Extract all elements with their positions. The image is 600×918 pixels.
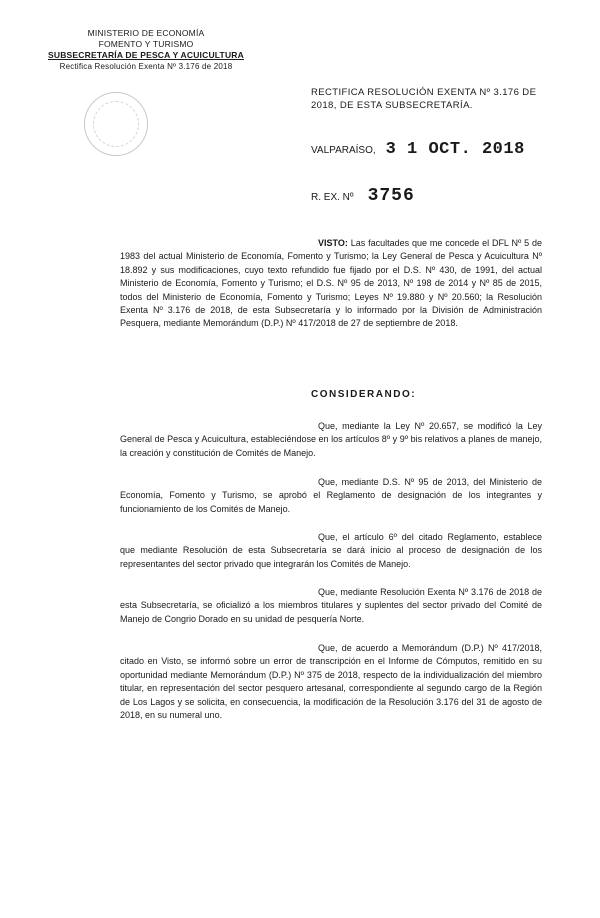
place: VALPARAÍSO,	[311, 145, 376, 156]
ministry-name: MINISTERIO DE ECONOMÍA	[87, 28, 205, 38]
header-reference: Rectifica Resolución Exenta Nº 3.176 de 2018	[59, 62, 233, 71]
considerando-paragraph: Que, mediante la Ley Nº 20.657, se modificó la Ley General de Pesca y Acuicultura, estableciéndose en los artículos 8º y 9º bis relativos a planes de manejo, la creación y constitución de Comités de Manejo.	[120, 421, 542, 458]
visto-paragraph	[120, 237, 542, 331]
resolution-number: 3756	[367, 186, 415, 206]
ministry-header	[46, 28, 246, 72]
considerando-heading: CONSIDERANDO:	[311, 389, 417, 400]
seal-stamp	[84, 92, 148, 156]
ministry-subname: FOMENTO Y TURISMO	[98, 39, 194, 49]
considerando-paragraph: Que, de acuerdo a Memorándum (D.P.) Nº 417/2018, citado en Visto, se informó sobre un error de transcripción en el Informe de Cómputos, remitido en su oportunidad mediante Memorándum (D.P.) Nº 375 de 2018, respecto de la individualización del miembro titular, en representación del sector pesquero artesanal, correspondiente al segundo cargo de la Región de Los Lagos y se solicita, en consecuencia, la modificación de la Resolución 3.176 del 31 de agosto de 2018, en su numeral uno.	[120, 643, 542, 721]
considerando-paragraph: Que, mediante D.S. Nº 95 de 2013, del Ministerio de Economía, Fomento y Turismo, se aprobó el Reglamento de designación de los integrantes y funcionamiento de los Comités de Manejo.	[120, 477, 542, 514]
considerando-paragraph: Que, el artículo 6º del citado Reglamento, establece que mediante Resolución de esta Subsecretaría se dará inicio al proceso de designación de los representantes del sector privado que integrarán los Comités de Manejo.	[120, 532, 542, 569]
resolution-label: R. EX. Nº	[311, 192, 354, 203]
considerando-paragraph: Que, mediante Resolución Exenta Nº 3.176 de 2018 de esta Subsecretaría, se oficializó a los miembros titulares y suplentes del sector privado del Comité de Manejo de Congrio Dorado en su unidad de pesquería Norte.	[120, 587, 542, 624]
resolution-subject: RECTIFICA RESOLUCIÓN EXENTA Nº 3.176 DE 2018, DE ESTA SUBSECRETARÍA.	[311, 87, 537, 111]
resolution-number-line	[311, 186, 415, 206]
dateline	[311, 140, 525, 159]
visto-label: VISTO:	[318, 238, 348, 248]
subsecretaria-name: SUBSECRETARÍA DE PESCA Y ACUICULTURA	[48, 50, 244, 60]
visto-text: Las facultades que me concede el DFL Nº 5 de 1983 del actual Ministerio de Economía, Fomento y Turismo; la Ley General de Pesca y Acuicultura Nº 18.892 y sus modificaciones, cuyo texto refundido fue fijado por el D.S. Nº 430, de 1991, del actual Ministerio de Economía, Fomento y Turismo; el D.S. Nº 95 de 2013, Nº 198 de 2014 y Nº 85 de 2015, todos del Ministerio de Economía, Fomento y Turismo; Leyes Nº 19.880 y Nº 20.560; la Resolución Exenta Nº 3.176 de 2018, de esta Subsecretaría y lo informado por la División de Administración Pesquera, mediante Memorándum (D.P.) Nº 417/2018 de 27 de septiembre de 2018.	[120, 238, 542, 329]
date-stamp: 3 1 OCT. 2018	[385, 140, 525, 159]
